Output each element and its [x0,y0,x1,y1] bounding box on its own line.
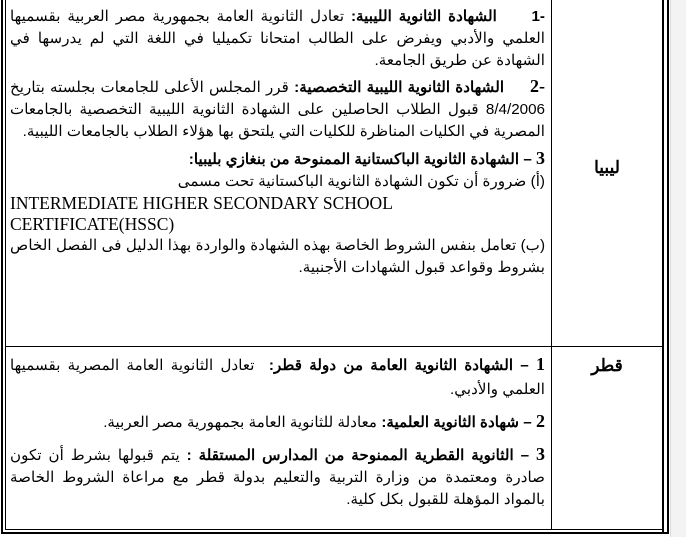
item-title: – الثانوية القطرية الممنوحة من المدارس المستقلة : [186,447,530,464]
item-title: – الشهادة الثانوية الباكستانية الممنوحة من بنغازي بليبيا: [188,151,532,168]
libya-item-3 [10,147,545,171]
libya-item-3-sub-b: (ب) تعامل بنفس الشروط الخاصة بهذه الشهادة والواردة بهذا الدليل فى الفصل الخاص بشروط وقواعد قبول الشهادات الأجنبية. [10,237,545,276]
item-title: – الشهادة الثانوية العامة من دولة قطر: [268,357,529,374]
table-border-bottom-outer [1,532,669,534]
item-number: 3 [536,148,545,168]
table-border-left-outer [1,0,3,533]
row-divider [5,346,663,347]
country-qatar: قطر [591,356,623,375]
column-divider [551,0,552,530]
item-text: تعادل الثانوية العامة بجمهورية مصر العربية بقسميها العلمي والأدبي ويفرض على الطالب امتحانا تكميليا في اللغة التي لم يدرسها في الشهادة عن طريق الجامعة. [10,8,545,69]
item-text: قرر المجلس الأعلى للجامعات بجلسته بتاريخ 8/4/2006 قبول الطلاب الحاصلين على الشهادة الثانوية الليبية التخصصية بالجامعات المصرية في الكليات المناظرة للكليات التي يلتحق بها هؤلاء الطلاب بالجامعات الليبية. [10,79,545,140]
qatar-item-1 [10,352,545,402]
certificate-name-line-1: INTERMEDIATE HIGHER SECONDARY SCHOOL [10,193,393,213]
item-title: الشهادة الثانوية الليبية: [350,8,497,25]
item-number: -1 [531,8,545,25]
table-border-right-inner [662,0,664,533]
libya-details [10,6,545,279]
libya-item-2 [10,75,545,143]
item-number: 2 [536,411,545,431]
item-text: يتم قبولها بشرط أن تكون صادرة ومعتمدة من وزارة التربية والتعليم بدولة قطر مع مراعاة الشروط الخاصة بالمواد المؤهلة للقبول بكل كلية. [10,447,545,508]
table-border-left-inner [5,0,6,530]
item-number: 3 [536,444,545,464]
libya-item-3-sub-a: (أ) ضرورة أن تكون الشهادة الثانوية الباكستانية تحت مسمى [177,173,545,190]
item-number: -2 [529,76,545,96]
country-libya: ليبيا [594,158,620,177]
item-title: الشهادة الثانوية الليبية التخصصية: [294,79,505,96]
table-border-bottom-inner [5,529,663,530]
certificate-name-line-2: CERTIFICATE(HSSC) [10,214,175,234]
qatar-item-3 [10,443,545,511]
item-number: 1 [535,354,545,374]
libya-item-1 [10,6,545,72]
item-text: تعادل الثانوية العامة المصرية بقسميها العلمي والأدبي. [10,357,545,398]
item-text: معادلة للثانوية العامة بجمهورية مصر العربية. [103,414,378,431]
qatar-details [10,352,545,511]
item-title: – شهادة الثانوية العلمية: [381,414,532,431]
table-border-right-outer [667,0,669,533]
qatar-item-2 [10,410,545,434]
scrollbar-track[interactable] [670,0,686,537]
